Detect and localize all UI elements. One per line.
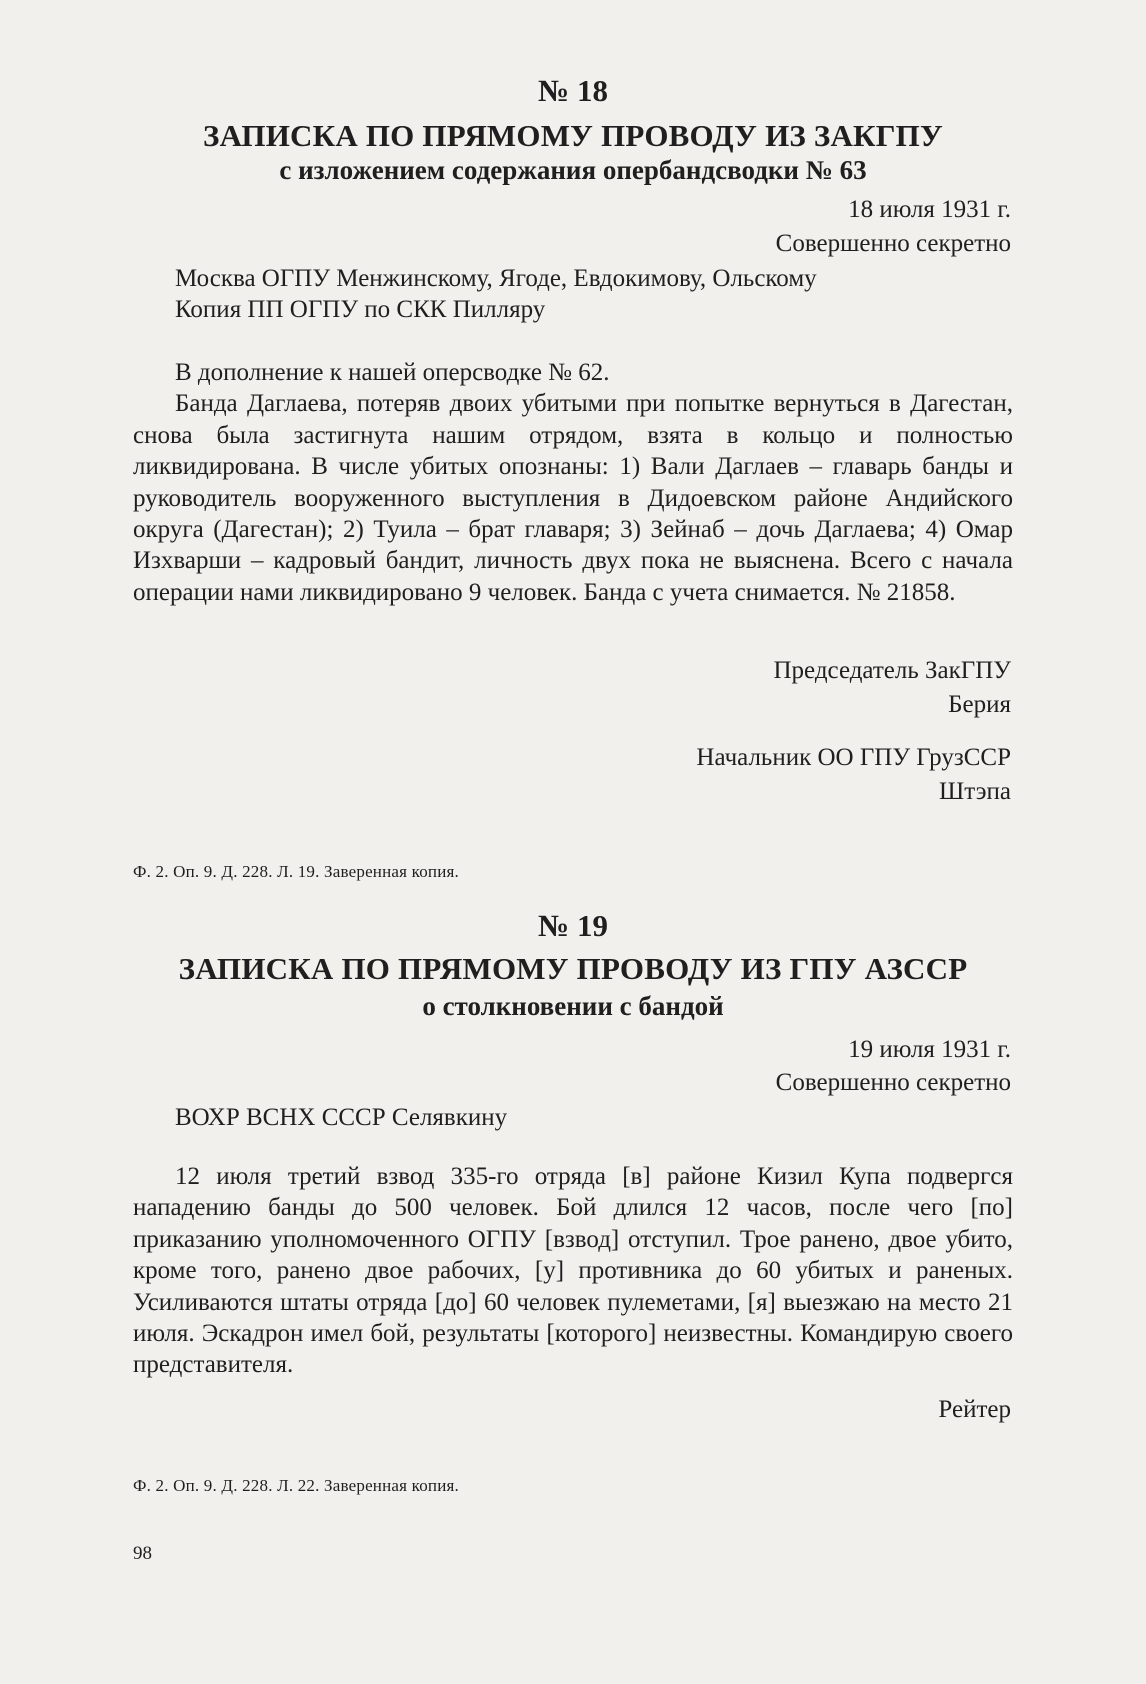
doc19-classification: Совершенно секретно: [775, 1069, 1011, 1096]
doc19-body-text: 12 июля третий взвод 335-го отряда [в] районе Кизил Купа подвергся нападению банды до 500 человек. Бой длился 12 часов, после чего [по] приказанию уполномоченного ОГПУ [взвод] отступил. Трое ранено, двое убито, кроме того, ранено двое рабочих, [у] противника до 60 убитых и раненых. Усиливаются штаты отряда [до] 60 человек пулеметами, [я] выезжаю на место 21 июля. Эскадрон имел бой, результаты [которого] неизвестны. Командирую своего представителя.: [133, 1163, 1013, 1379]
doc18-number: № 18: [538, 73, 608, 108]
doc18-addressee-2: Копия ПП ОГПУ по СКК Пилляру: [175, 296, 546, 323]
doc19-title: ЗАПИСКА ПО ПРЯМОМУ ПРОВОДУ ИЗ ГПУ АЗССР: [178, 951, 968, 986]
doc18-intro: В дополнение к нашей оперсводке № 62.: [175, 359, 610, 386]
doc18-signature-1: [774, 654, 1012, 722]
doc18-body-text: Банда Даглаева, потеряв двоих убитыми при попытке вернуться в Дагестан, снова была застигнута нашим отрядом, взята в кольцо и полностью ликвидирована. В числе убитых опознаны: 1) Вали Даглаев – главарь банды и руководитель вооруженного выступления в Дидоевском районе Андийского округа (Дагестан); 2) Туила – брат главаря; 3) Зейнаб – дочь Даглаева; 4) Омар Изхварши – кадровый бандит, личность двух пока не выяснена. Всего с начала операции нами ликвидировано 9 человек. Банда с учета снимается. № 21858.: [133, 390, 1013, 606]
doc18-signer-1-title: Председатель ЗакГПУ: [773, 657, 1011, 684]
doc19-addressee: ВОХР ВСНХ СССР Селявкину: [175, 1104, 508, 1131]
doc19-signer: Рейтер: [938, 1396, 1011, 1423]
doc18-source: Ф. 2. Оп. 9. Д. 228. Л. 19. Заверенная копия.: [133, 862, 459, 881]
doc19-date: 19 июля 1931 г.: [848, 1036, 1011, 1063]
doc18-signature-2: [696, 741, 1011, 809]
doc18-title: ЗАПИСКА ПО ПРЯМОМУ ПРОВОДУ ИЗ ЗАКГПУ: [203, 118, 943, 153]
page-number: 98: [133, 1543, 152, 1564]
doc19-body: [133, 1161, 1013, 1381]
doc19-number: № 19: [538, 908, 608, 943]
doc18-subtitle: с изложением содержания опербандсводки № 63: [279, 155, 867, 185]
doc18-addressee-1: Москва ОГПУ Менжинскому, Ягоде, Евдокимову, Ольскому: [175, 265, 817, 292]
doc18-body: [133, 357, 1013, 608]
doc18-classification: Совершенно секретно: [775, 230, 1011, 257]
doc19-subtitle: о столкновении с бандой: [422, 991, 724, 1021]
doc18-signer-2-title: Начальник ОО ГПУ ГрузССР: [696, 744, 1011, 771]
doc18-date: 18 июля 1931 г.: [848, 196, 1011, 223]
doc18-signer-1-name: Берия: [948, 691, 1011, 718]
doc18-signer-2-name: Штэпа: [939, 778, 1011, 805]
doc19-source: Ф. 2. Оп. 9. Д. 228. Л. 22. Заверенная копия.: [133, 1476, 459, 1495]
